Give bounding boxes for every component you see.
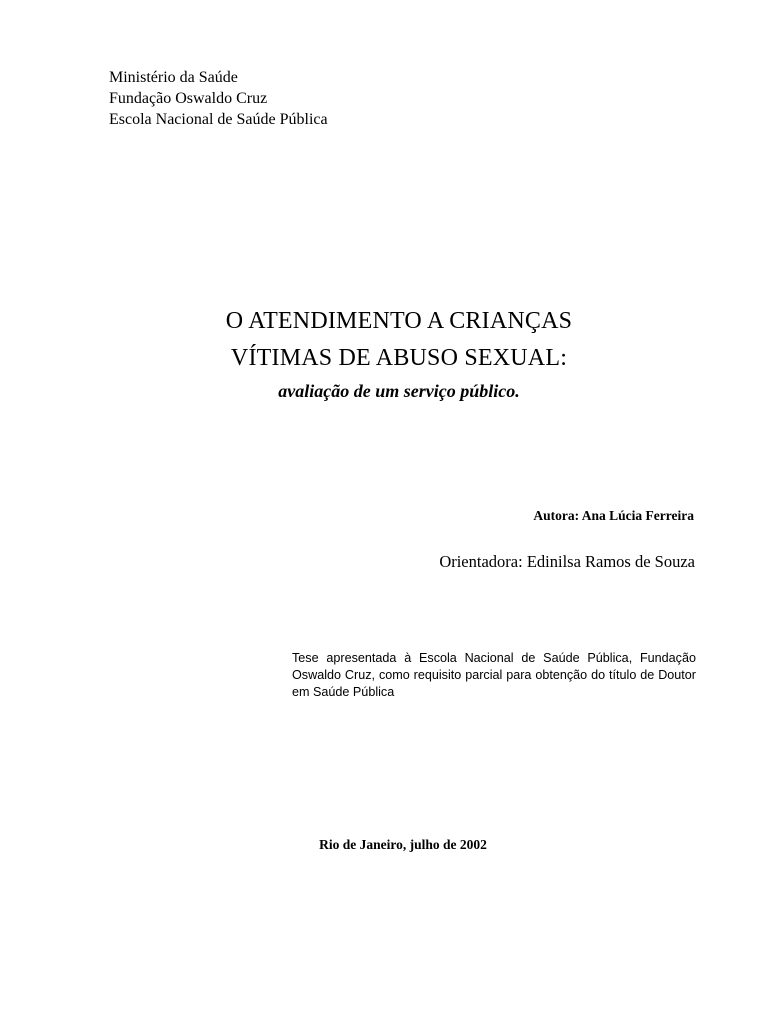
place-and-date: Rio de Janeiro, julho de 2002 <box>319 837 487 852</box>
advisor-line: Orientadora: Edinilsa Ramos de Souza <box>439 552 695 571</box>
thesis-title-block <box>0 303 768 403</box>
ministry-name: Ministério da Saúde <box>109 69 238 86</box>
thesis-title-line-2: VÍTIMAS DE ABUSO SEXUAL: <box>230 345 568 371</box>
thesis-title-line-1: O ATENDIMENTO A CRIANÇAS <box>225 308 573 334</box>
foundation-name: Fundação Oswaldo Cruz <box>109 90 268 107</box>
thesis-subtitle: avaliação de um serviço público. <box>278 381 520 401</box>
thesis-statement: Tese apresentada à Escola Nacional de Saúde Pública, Fundação Oswaldo Cruz, como requisito parcial para obtenção do título de Doutor em Saúde Pública <box>292 651 696 699</box>
school-name: Escola Nacional de Saúde Pública <box>109 111 328 128</box>
institution-header <box>109 67 328 130</box>
author-line: Autora: Ana Lúcia Ferreira <box>533 508 694 523</box>
